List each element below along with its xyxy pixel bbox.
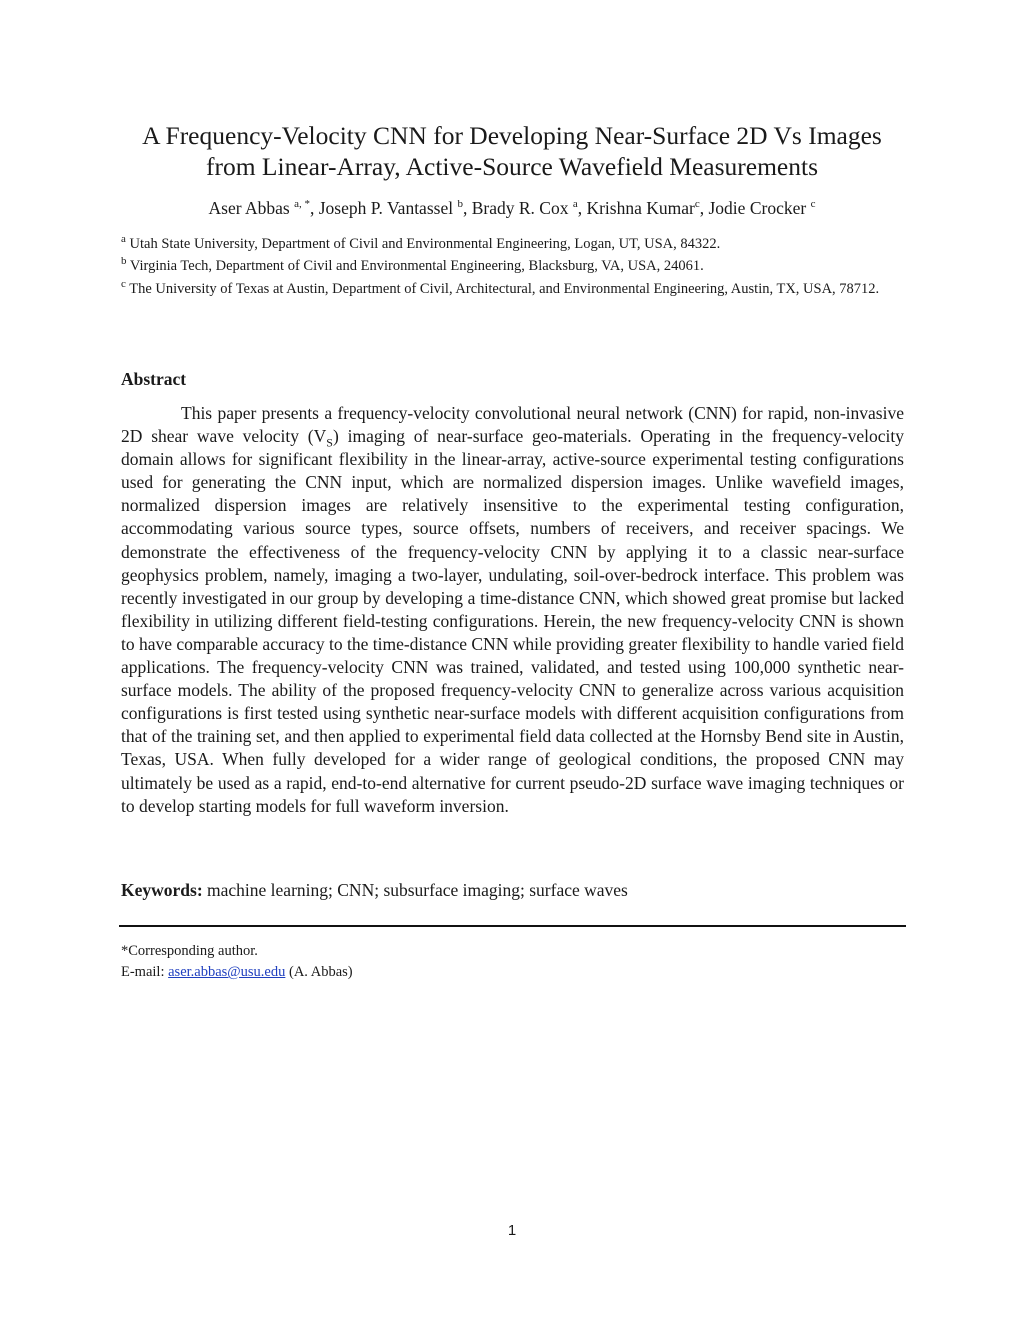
page-number: 1 — [507, 1222, 517, 1239]
abstract-heading: Abstract — [121, 369, 187, 389]
affiliation — [121, 255, 911, 277]
affiliation-text: Virginia Tech, Department of Civil and Environmental Engineering, Blacksburg, VA, USA, 24061. — [129, 258, 704, 275]
author-name: Joseph P. Vantassel — [318, 198, 454, 218]
keywords-label: Keywords: — [121, 880, 203, 900]
abstract-text-part-2: ) imaging of near-surface geo-materials. Operating in the frequency-velocity domain allows for significant flexibility in the linear-array, active-source experimental testing configurations used for generating the CNN input, which are normalized dispersion images. Unlike wavefield images, normalized dispersion images are relatively insensitive to the experimental testing configuration, accommodating various source types, source offsets, numbers of receivers, and receiver spacings. We demonstrate the effectiveness of the frequency-velocity CNN by applying it to a classic near-surface geophysics problem, namely, imaging a two-layer, undulating, soil-over-bedrock interface. This problem was recently investigated in our group by developing a time-distance CNN, which showed great promise but lacked flexibility in utilizing different field-testing configurations. Herein, the new frequency-velocity CNN is shown to have comparable accuracy to the time-distance CNN while providing greater flexibility to handle varied field applications. The frequency-velocity CNN was trained, validated, and tested using 100,000 synthetic near-surface models. The ability of the proposed frequency-velocity CNN to generalize across various acquisition configurations is first tested using synthetic near-surface models with different acquisition configurations from that of the training set, and then applied to experimental field data collected at the Hornsby Bend site in Austin, Texas, USA. When fully developed for a wider range of geological conditions, the proposed CNN may ultimately be used as a rapid, end-to-end alternative for current pseudo-2D surface wave imaging techniques or to develop starting models for full waveform inversion. — [121, 426, 904, 816]
affiliation — [121, 233, 911, 255]
author-name: Krishna Kumar — [586, 198, 695, 218]
footnote — [121, 941, 353, 983]
abstract-subscript: S — [326, 435, 333, 450]
footnote-divider — [119, 925, 906, 927]
title-line-2: from Linear-Array, Active-Source Wavefield Measurements — [205, 152, 819, 181]
affiliation-list — [121, 233, 911, 300]
author-separator: , — [577, 198, 587, 218]
email-label: E-mail: — [121, 964, 169, 980]
author-name: Aser Abbas — [208, 198, 290, 218]
affiliation — [121, 278, 911, 300]
author-affiliation-mark: c — [810, 198, 816, 211]
affiliation-mark: a — [121, 233, 126, 246]
author-affiliation-mark: c — [694, 198, 700, 211]
author-separator: , — [462, 198, 472, 218]
abstract-text-part-1: This paper presents a frequency-velocity convolutional neural network (CNN) for rapid, non-invasive 2D shear wave velocity (V — [121, 403, 904, 447]
affiliation-text: Utah State University, Department of Civil and Environmental Engineering, Logan, UT, USA, 84322. — [129, 236, 721, 252]
email-line — [121, 962, 353, 983]
keywords — [121, 878, 628, 902]
keywords-text: machine learning; CNN; subsurface imaging; surface waves — [207, 880, 628, 900]
author-name: Jodie Crocker — [708, 198, 807, 218]
affiliation-mark: c — [121, 277, 126, 290]
paper-title — [100, 120, 924, 182]
author-list — [100, 196, 924, 220]
author-affiliation-mark: a — [572, 198, 578, 211]
title-line-1: A Frequency-Velocity CNN for Developing Near-Surface 2D Vs Images — [142, 121, 882, 150]
author-separator: , — [309, 198, 319, 218]
affiliation-mark: b — [121, 255, 127, 268]
author-name: Brady R. Cox — [471, 198, 569, 218]
author-separator: , — [699, 198, 709, 218]
email-suffix: (A. Abbas) — [285, 964, 353, 980]
author-affiliation-mark: a, * — [294, 198, 310, 211]
email-link[interactable]: aser.abbas@usu.edu — [168, 964, 286, 980]
affiliation-text: The University of Texas at Austin, Department of Civil, Architectural, and Environmental Engineering, Austin, TX, USA, 78712. — [129, 280, 880, 297]
author-affiliation-mark: b — [457, 198, 463, 211]
corresponding-author-note: *Corresponding author. — [121, 943, 258, 959]
abstract-body — [121, 402, 904, 818]
